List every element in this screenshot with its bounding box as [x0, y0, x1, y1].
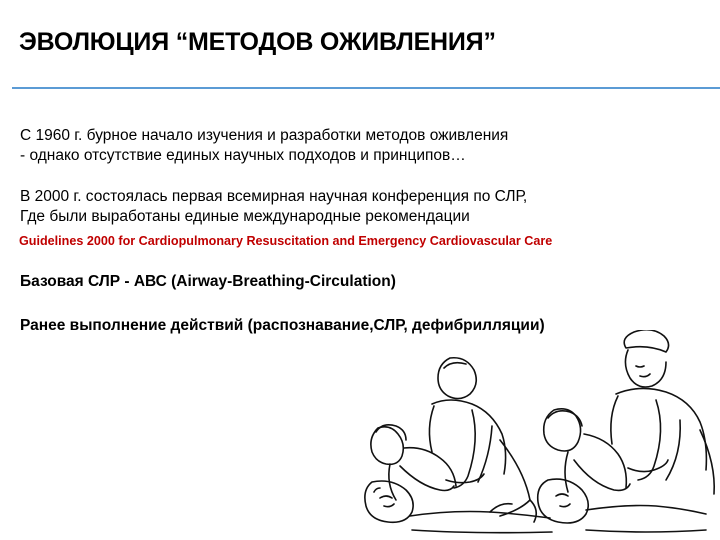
- slide-title: ЭВОЛЮЦИЯ “МЕТОДОВ ОЖИВЛЕНИЯ”: [19, 28, 496, 56]
- paragraph-conference-line-2: Где были выработаны единые международные рекомендации: [20, 208, 470, 225]
- paragraph-history-line-2: - однако отсутствие единых научных подходов и принципов…: [20, 147, 466, 164]
- rescuer-compress-left: [429, 358, 536, 522]
- rescuer-compress-right: [611, 330, 714, 494]
- paragraph-history: [20, 126, 508, 166]
- paragraph-conference: [20, 187, 527, 227]
- rescuer-head-left: [371, 425, 456, 500]
- guidelines-title: Guidelines 2000 for Cardiopulmonary Resuscitation and Emergency Cardiovascular Care: [19, 234, 553, 248]
- patient-left: [365, 481, 552, 533]
- cpr-illustration: [340, 330, 720, 540]
- paragraph-history-line-1: С 1960 г. бурное начало изучения и разработки методов оживления: [20, 127, 509, 144]
- patient-right: [538, 479, 706, 532]
- paragraph-conference-line-1: В 2000 г. состоялась первая всемирная научная конференция по СЛР,: [20, 188, 528, 205]
- basic-cpr-line: Базовая СЛР - АВС (Airway-Breathing-Circulation): [20, 273, 396, 290]
- title-divider: [12, 87, 720, 89]
- early-actions-line: Ранее выполнение действий (распознавание,СЛР, дефибрилляции): [20, 317, 545, 334]
